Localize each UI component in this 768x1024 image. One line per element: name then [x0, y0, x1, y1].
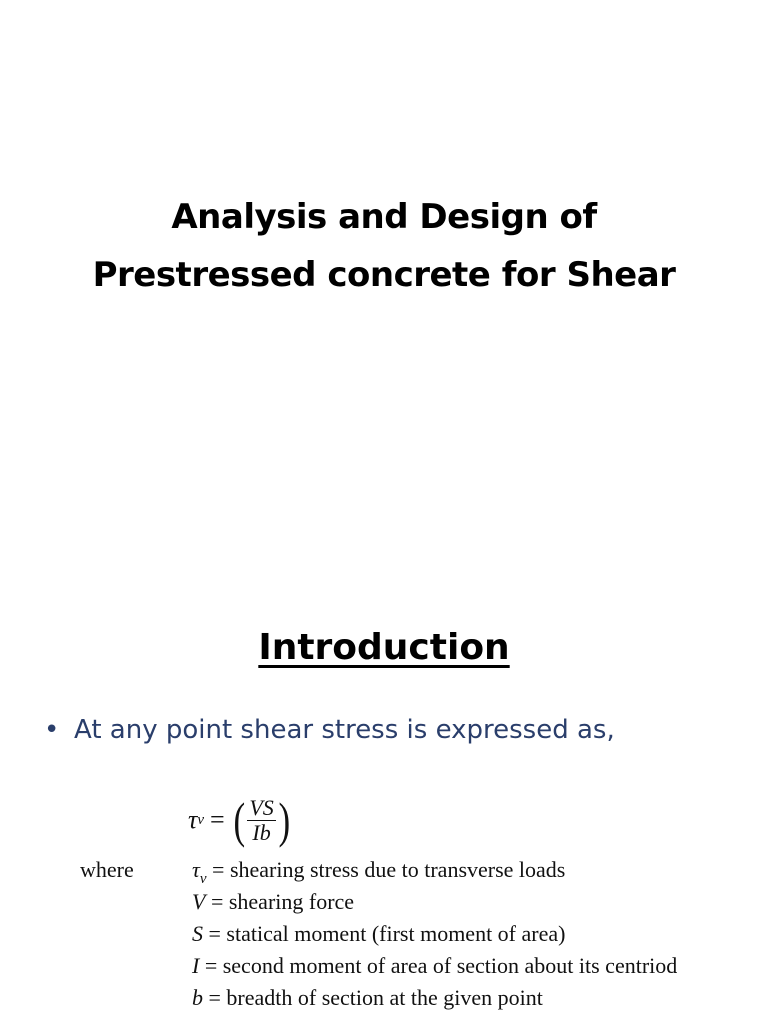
definition-row	[192, 854, 677, 886]
definition-symbol: S	[192, 921, 203, 946]
where-label: where	[80, 857, 134, 882]
definition-subscript: v	[199, 871, 207, 887]
tau-symbol: τ	[188, 805, 198, 834]
slide-title	[0, 188, 768, 304]
bullet-item	[44, 712, 615, 748]
tau-subscript: v	[197, 811, 204, 828]
definition-text: = breadth of section at the given point	[203, 985, 543, 1010]
numerator: VS	[249, 794, 274, 820]
definition-symbol: V	[192, 889, 206, 914]
title-line-1: Analysis and Design of	[171, 197, 597, 237]
definition-row	[192, 918, 677, 950]
introduction-slide	[0, 560, 768, 1024]
definition-text: = statical moment (first moment of area)	[203, 921, 566, 946]
shear-stress-equation	[188, 790, 292, 850]
denominator: Ib	[252, 819, 271, 845]
fraction	[247, 796, 275, 845]
heading-text: Introduction	[258, 627, 510, 668]
definition-row	[192, 950, 677, 982]
close-paren: )	[278, 792, 290, 848]
definition-symbol: b	[192, 985, 203, 1010]
open-paren: (	[233, 792, 245, 848]
equals-sign: =	[209, 805, 225, 834]
bullet-dot-icon: •	[44, 715, 60, 745]
formula-image	[80, 790, 720, 1010]
definition-row	[192, 982, 677, 1014]
definition-text: = shearing stress due to transverse loads	[206, 857, 566, 882]
section-heading	[0, 624, 768, 672]
definition-symbol: τ	[192, 857, 200, 882]
bullet-text: At any point shear stress is expressed as,	[74, 715, 615, 745]
definition-text: = shearing force	[205, 889, 355, 914]
definition-text: = second moment of area of section about its centriod	[199, 953, 678, 978]
definitions-list	[192, 854, 677, 1014]
title-line-2: Prestressed concrete for Shear	[92, 255, 676, 295]
definition-row	[192, 886, 677, 918]
definition-symbol: I	[192, 953, 200, 978]
